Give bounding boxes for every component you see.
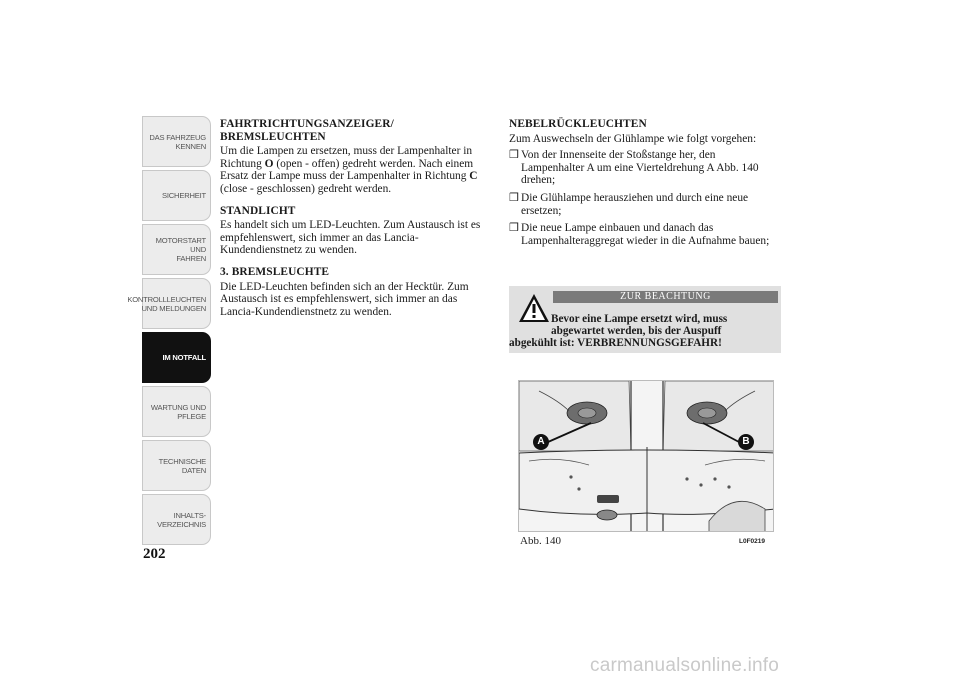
text-fragment: (close - geschlossen) gedreht werden.: [220, 182, 392, 195]
figure-rear-bumper: [518, 380, 774, 532]
watermark: carmanualsonline.info: [590, 655, 780, 676]
left-column: [220, 118, 492, 327]
tab-motorstart-und-fahren[interactable]: MOTORSTART UND FAHREN: [142, 224, 211, 275]
step-text: Die neue Lampe einbauen und danach das Lampenhalteraggregat wieder in die Aufnahme bauen;: [521, 222, 770, 247]
text-fragment: (open - offen) gedreht werden. Nach einem Ersatz der Lampe muss der Lampenhalter in Richtung: [220, 157, 474, 183]
tab-im-notfall[interactable]: IM NOTFALL: [142, 332, 211, 383]
tab-das-fahrzeug-kennen[interactable]: DAS FAHRZEUG KENNEN: [142, 116, 211, 167]
warning-line: abgekühlt ist: VERBRENNUNGSGEFAHR!: [509, 337, 722, 350]
steps-list: [509, 149, 781, 247]
bold-letter-o: O: [264, 157, 274, 170]
step-text: Die Glühlampe herausziehen und durch eine neue ersetzen;: [521, 191, 749, 217]
tab-technische-daten[interactable]: TECHNISCHE DATEN: [142, 440, 211, 491]
section-text-standlicht: Es handelt sich um LED-Leuchten. Zum Austausch ist es empfehlenswert, sich immer an das Lancia-Kundendienstnetz zu wenden.: [220, 219, 481, 257]
checkbox-bullet-icon: ❒: [509, 222, 519, 235]
list-item: [509, 192, 781, 217]
right-column: [509, 118, 781, 252]
warning-line: Bevor eine Lampe ersetzt wird, muss: [551, 313, 728, 325]
page-number: 202: [143, 546, 166, 562]
checkbox-bullet-icon: ❒: [509, 149, 519, 162]
figure-caption: Abb. 140: [520, 535, 561, 547]
step-text: Von der Innenseite der Stoßstange her, den Lampenhalter A um eine Vierteldrehung A Abb. 140 drehen;: [521, 149, 759, 187]
list-item: [509, 149, 781, 187]
warning-text: [509, 313, 777, 350]
section-heading-standlicht: STANDLICHT: [220, 204, 296, 217]
bold-letter-c: C: [469, 170, 478, 183]
warning-title: ZUR BEACHTUNG: [553, 291, 778, 303]
section-text-fahrtrichtungsanzeiger: [220, 145, 492, 195]
tab-sicherheit[interactable]: SICHERHEIT: [142, 170, 211, 221]
section-text-bremsleuchte: Die LED-Leuchten befinden sich an der Hecktür. Zum Austausch ist es empfehlenswert, sich immer an das Lancia-Kundendienstnetz zu wenden.: [220, 280, 469, 318]
checkbox-bullet-icon: ❒: [509, 191, 519, 204]
section-intro: Zum Auswechseln der Glühlampe wie folgt vorgehen:: [509, 132, 757, 145]
tab-kontrollleuchten[interactable]: KONTROLLLEUCHTEN UND MELDUNGEN: [142, 278, 211, 329]
section-heading-nebelrueckleuchten: NEBELRÜCKLEUCHTEN: [509, 118, 647, 130]
list-item: [509, 222, 781, 247]
figure-label-a: A: [537, 436, 545, 447]
figure-code: L0F0219: [739, 538, 766, 545]
text-fragment: Um die Lampen zu ersetzen, muss der Lampenhalter in Richtung: [220, 145, 473, 170]
rear-bumper-illustration: [519, 381, 774, 532]
figure-label-b: B: [742, 436, 750, 447]
tab-wartung-und-pflege[interactable]: WARTUNG UND PFLEGE: [142, 386, 211, 437]
tab-inhaltsverzeichnis[interactable]: INHALTS- VERZEICHNIS: [142, 494, 211, 545]
warning-box: [509, 286, 781, 353]
warning-line: abgewartet werden, bis der Auspuff: [551, 325, 722, 338]
section-heading-fahrtrichtungsanzeiger: FAHRTRICHTUNGSANZEIGER/ BREMSLEUCHTEN: [220, 118, 394, 143]
section-heading-bremsleuchte: 3. BREMSLEUCHTE: [220, 265, 330, 278]
